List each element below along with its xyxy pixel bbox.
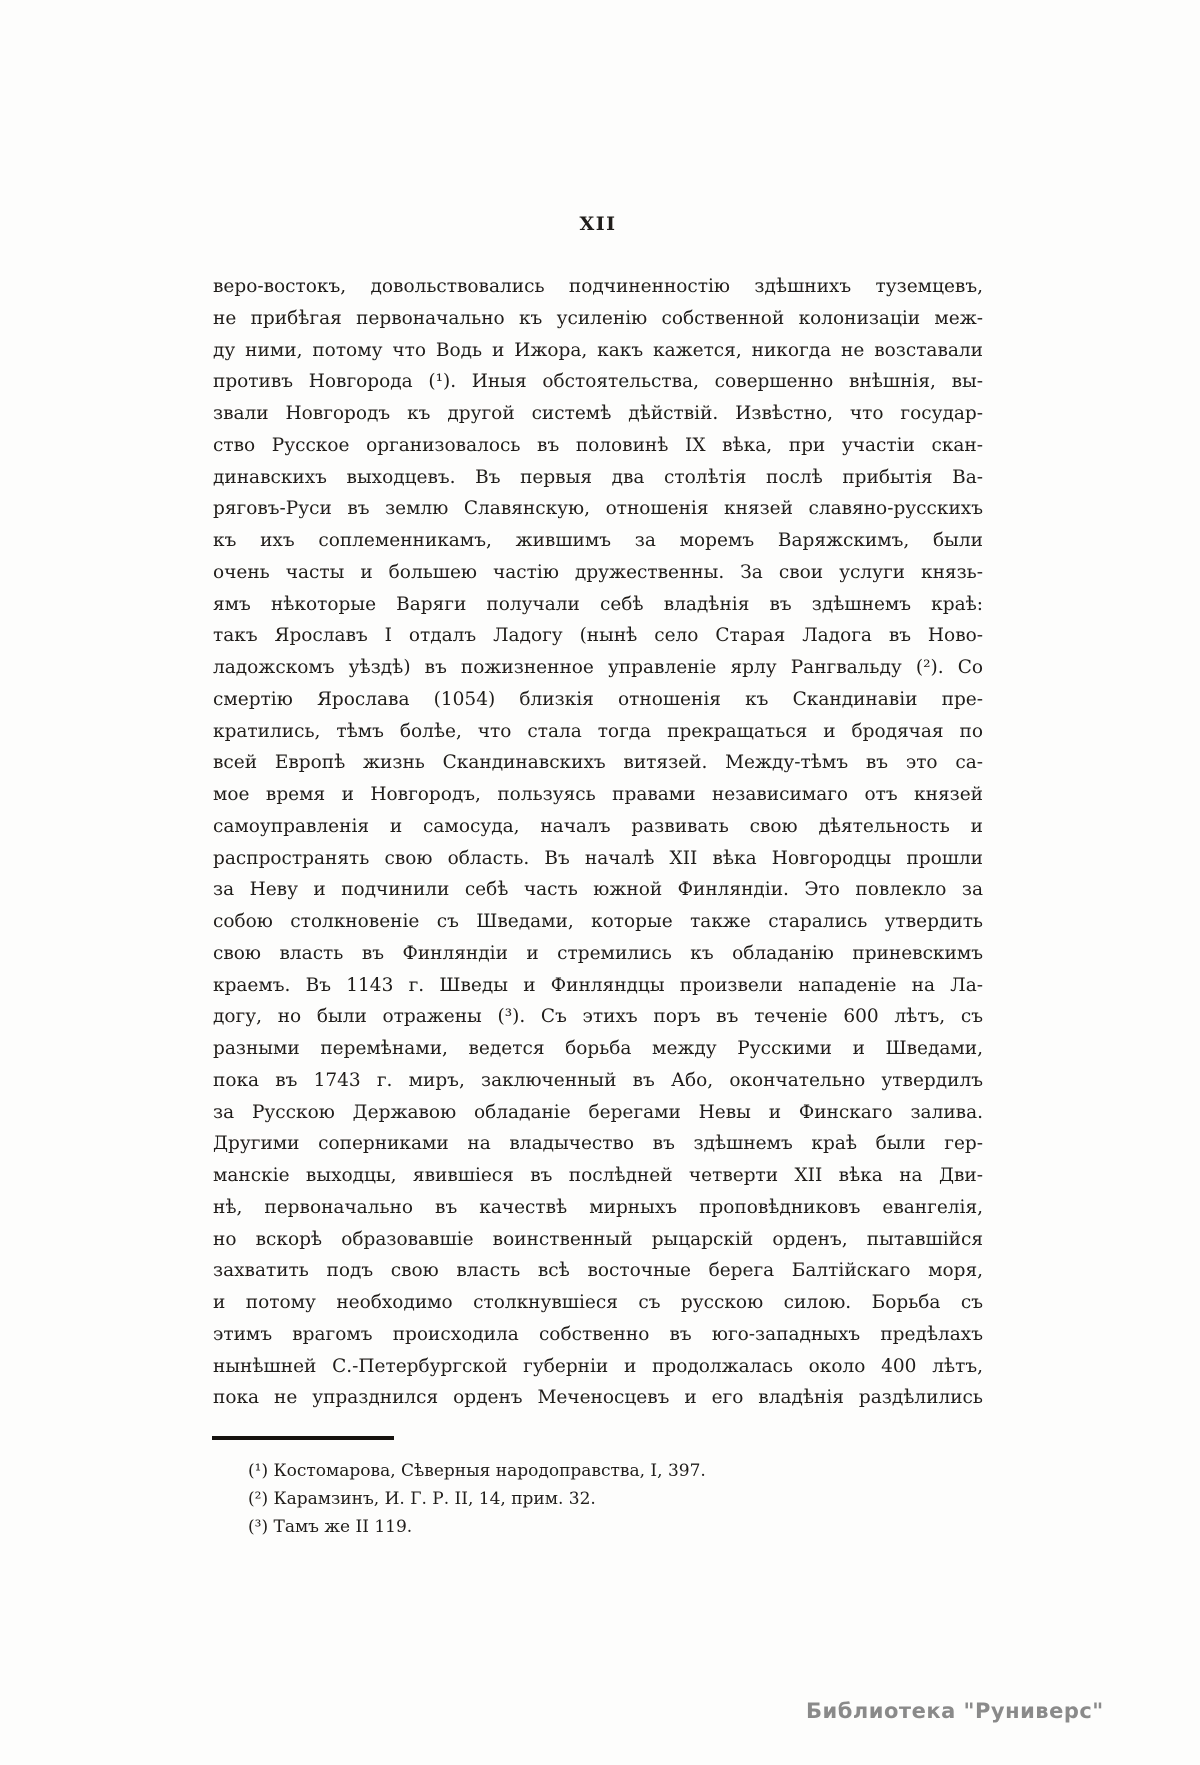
body-line: догу, но были отражены (³). Съ этихъ поръ въ теченіе 600 лѣтъ, съ [213, 1006, 983, 1028]
body-line: пока въ 1743 г. миръ, заключенный въ Або, окончательно утвердилъ [213, 1069, 983, 1091]
body-line: этимъ врагомъ происходила собственно въ юго-западныхъ предѣлахъ [213, 1323, 983, 1345]
body-line: веро-востокъ, довольствовались подчиненностію здѣшнихъ туземцевъ, [213, 276, 983, 297]
body-line: собою столкновеніе съ Шведами, которые также старались утвердить [213, 911, 983, 932]
body-line: такъ Ярославъ I отдалъ Ладогу (нынѣ село Старая Ладога въ Ново- [213, 625, 983, 647]
footnote-line: (¹) Костомарова, Сѣверныя народоправства, I, 397. [248, 1461, 706, 1481]
body-line: противъ Новгорода (¹). Иныя обстоятельства, совершенно внѣшнія, вы- [213, 371, 983, 393]
body-line: ду ними, потому что Водь и Ижора, какъ кажется, никогда не возставали [213, 339, 983, 361]
footnote-separator-rule [212, 1436, 394, 1440]
body-line: и потому необходимо столкнувшіеся съ русскою силою. Борьба съ [213, 1292, 983, 1313]
footnote-line: (³) Тамъ же II 119. [248, 1516, 413, 1537]
body-line: захватить подъ свою власть всѣ восточные берега Балтійскаго моря, [213, 1260, 983, 1282]
body-line: ряговъ-Руси въ землю Славянскую, отношенія князей славяно-русскихъ [213, 498, 983, 520]
body-line: ямъ нѣкоторые Варяги получали себѣ владѣнія въ здѣшнемъ краѣ: [213, 593, 983, 615]
body-line: разными перемѣнами, ведется борьба между Русскими и Шведами, [213, 1038, 983, 1059]
body-line: ство Русское организовалось въ половинѣ IX вѣка, при участіи скан- [213, 434, 983, 456]
body-line: краемъ. Въ 1143 г. Шведы и Финляндцы произвели нападеніе на Ла- [213, 974, 983, 996]
body-line: Другими соперниками на владычество въ здѣшнемъ краѣ были гер- [213, 1133, 983, 1155]
body-line: пока не упразднился орденъ Меченосцевъ и его владѣнія раздѣлились [213, 1387, 983, 1409]
body-line: всей Европѣ жизнь Скандинавскихъ витязей. Между-тѣмъ въ это са- [213, 752, 983, 774]
body-line: мое время и Новгородъ, пользуясь правами независимаго отъ князей [213, 784, 983, 805]
body-line: нѣ, первоначально въ качествѣ мирныхъ проповѣдниковъ евангелія, [213, 1196, 983, 1218]
library-watermark: Библиотека "Руниверс" [806, 1699, 1104, 1723]
body-line: звали Новгородъ къ другой системѣ дѣйствій. Извѣстно, что государ- [213, 403, 983, 424]
footnote-line: (²) Карамзинъ, И. Г. Р. II, 14, прим. 32. [248, 1488, 596, 1509]
body-line: кратились, тѣмъ болѣе, что стала тогда прекращаться и бродячая по [213, 720, 983, 742]
body-line: свою власть въ Финляндіи и стремились къ обладанію приневскимъ [213, 942, 983, 964]
body-line: ладожскомъ уѣздѣ) въ пожизненное управленіе ярлу Рангвальду (²). Со [213, 657, 983, 678]
page-number: XII [579, 213, 617, 235]
body-line: не прибѣгая первоначально къ усиленію собственной колонизаціи меж- [213, 307, 983, 329]
body-text-block [213, 271, 983, 1414]
body-line: распространять свою область. Въ началѣ XII вѣка Новгородцы прошли [213, 847, 983, 869]
body-line: самоуправленія и самосуда, началъ развивать свою дѣятельность и [213, 815, 983, 837]
body-line: очень часты и большею частію дружественны. За свои услуги князь- [213, 561, 983, 583]
body-line: за Русскою Державою обладаніе берегами Невы и Финскаго залива. [213, 1101, 983, 1123]
body-line: за Неву и подчинили себѣ часть южной Финляндіи. Это повлекло за [213, 879, 983, 901]
body-line: къ ихъ соплеменникамъ, жившимъ за моремъ Варяжскимъ, были [213, 530, 983, 551]
body-line: но вскорѣ образовавшіе воинственный рыцарскій орденъ, пытавшійся [213, 1228, 983, 1250]
body-line: динавскихъ выходцевъ. Въ первыя два столѣтія послѣ прибытія Ва- [213, 466, 983, 488]
body-line: нынѣшней С.-Петербургской губерніи и продолжалась около 400 лѣтъ, [213, 1355, 983, 1377]
footnotes-block [248, 1458, 948, 1541]
body-line: манскіе выходцы, явившіеся въ послѣдней четверти XII вѣка на Дви- [213, 1165, 983, 1186]
body-line: смертію Ярослава (1054) близкія отношенія къ Скандинавіи пре- [213, 688, 983, 710]
